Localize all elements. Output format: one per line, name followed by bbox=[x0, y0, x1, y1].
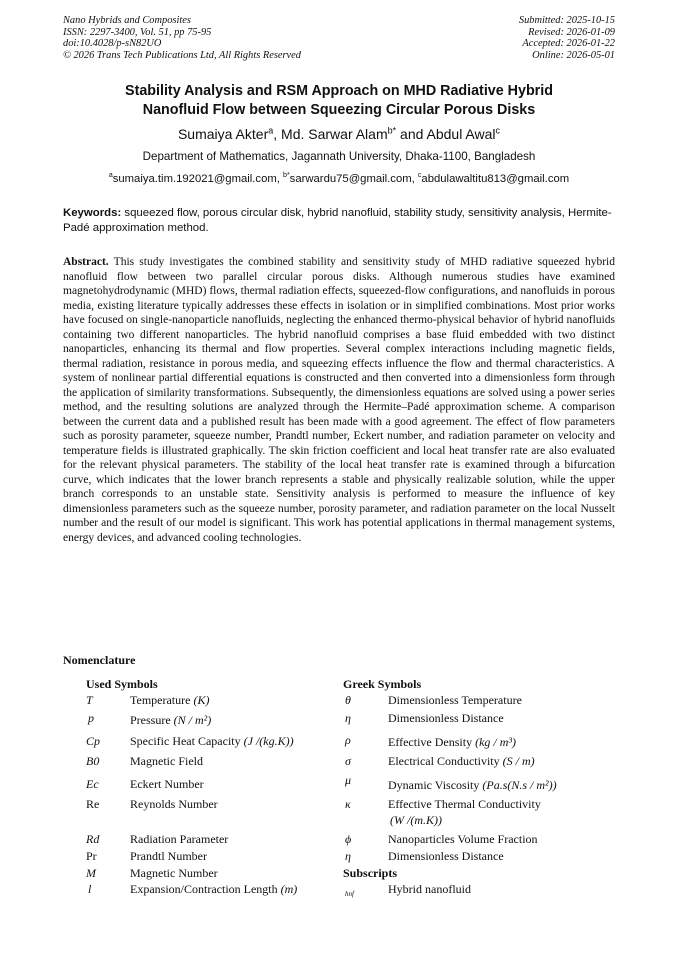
symbol-eta-2: η bbox=[345, 849, 351, 863]
abstract-section bbox=[63, 255, 615, 545]
symbol-cp: Cp bbox=[86, 734, 101, 748]
used-symbols-header: Used Symbols bbox=[86, 677, 158, 691]
desc-thermal-conductivity: Effective Thermal Conductivity bbox=[388, 797, 541, 811]
author-3: and Abdul Awal bbox=[396, 126, 496, 142]
symbol-b0: B0 bbox=[86, 754, 100, 768]
symbol-pr: Pr bbox=[86, 849, 97, 863]
desc-radiation: Radiation Parameter bbox=[130, 832, 229, 846]
submitted-date: Submitted: 2025-10-15 bbox=[518, 15, 615, 26]
author-emails bbox=[63, 172, 615, 186]
desc-viscosity: Dynamic Viscosity (Pa.s(N.s / m²)) bbox=[388, 778, 557, 792]
desc-prandtl: Prandtl Number bbox=[130, 849, 207, 863]
desc-pressure: Pressure (N / m²) bbox=[130, 713, 212, 727]
symbol-re: Re bbox=[86, 797, 100, 811]
unit-heat-capacity: (J /(kg.K)) bbox=[243, 734, 294, 748]
email-3-mark: c bbox=[417, 172, 422, 180]
desc-electrical-conductivity: Electrical Conductivity (S / m) bbox=[388, 754, 535, 768]
unit-thermal-conductivity: (W /(m.K)) bbox=[390, 813, 442, 827]
symbol-p: p bbox=[88, 711, 94, 725]
keywords-label: Keywords: bbox=[63, 207, 122, 219]
paper-title bbox=[63, 82, 615, 120]
unit-viscosity: (Pa.s(N.s / m²)) bbox=[482, 778, 557, 792]
symbol-phi: ϕ bbox=[345, 832, 352, 846]
online-date: Online: 2026-05-01 bbox=[532, 49, 615, 61]
journal-header-left bbox=[63, 15, 301, 61]
greek-symbols-header: Greek Symbols bbox=[343, 677, 422, 691]
desc-density: Effective Density (kg / m³) bbox=[388, 735, 517, 749]
symbol-rd: Rd bbox=[86, 832, 100, 846]
unit-temperature: (K) bbox=[193, 693, 210, 707]
journal-issn: ISSN: 2297-3400, Vol. 51, pp 75-95 bbox=[63, 26, 212, 38]
accepted-date: Accepted: 2026-01-22 bbox=[522, 38, 615, 50]
unit-length: (m) bbox=[280, 882, 298, 896]
email-1: sumaiya.tim.192021@gmail.com, bbox=[112, 173, 284, 185]
keywords-section bbox=[63, 206, 615, 235]
symbol-kappa: κ bbox=[345, 797, 351, 811]
symbol-sigma: σ bbox=[345, 754, 351, 768]
abstract-text: This study investigates the combined stability and sensitivity study of MHD radiative squeezed hybrid nanofluid flow between two parallel circular porous disks. Although numerous studies have examined magnetohydrodynamic (MHD) flows, thermal radiation effects, squeezed-flow configurations, and nanofluids in porous media, existing literature typically addresses these effects in isolation or in simplified combinations. Most prior works have focused on single-nanoparticle nanofluids, neglecting the enhanced thermo-physical behavior of hybrid nanofluids containing two different nanoparticles. The hybrid nanofluid comprises a base fluid embedded with two distinct nanoparticles, enhancing its thermal and flow properties. Several complex interactions including magnetic fields, thermal radiation, resistance in porous media, and squeezing effects influence the flow and thermal characteristics. A system of nonlinear partial differential equations is constructed and then converted into a dimensionless form through the application of similarity transformations. Subsequently, the dimensionless equations are solved using a power series method, and the resulting solutions are analyzed through the Hermite–Padé approximation scheme. A comparison between the current data and a published result has been made with a good agreement. The effect of flow parameters such as porosity parameter, squeeze number, Prandtl number, Eckert number, and radiation parameter on velocity and temperature fields is illustrated graphically. The skin friction coefficient and local heat transfer rate are also evaluated for the relevant physical parameters. The stability of the local heat transfer rate is examined through a bifurcation curve, which indicates that the lower branch represents a stable and physically realizable solution, while the upper branch corresponds to an unstable state. Sensitivity analysis is performed to measure the influence of key dimensionless parameters such as the squeeze number, porosity parameter, and radiation parameter on the local Nusselt number and the result of our model is significant. This work has potential applications in thermal management systems, energy devices, and advanced cooling technologies. bbox=[63, 256, 615, 544]
desc-dimensionless-distance-2: Dimensionless Distance bbox=[388, 849, 504, 863]
author-2-mark: b* bbox=[387, 125, 397, 136]
paper-title-line1: Stability Analysis and RSM Approach on MHD Radiative Hybrid bbox=[125, 83, 553, 99]
abstract-label: Abstract. bbox=[63, 256, 109, 268]
email-2: sarwardu75@gmail.com, bbox=[289, 173, 418, 185]
author-2: , Md. Sarwar Alam bbox=[273, 126, 388, 142]
desc-length: Expansion/Contraction Length (m) bbox=[130, 882, 298, 896]
paper-title-line2: Nanofluid Flow between Squeezing Circular Porous Disks bbox=[142, 102, 536, 118]
author-3-mark: c bbox=[495, 125, 501, 136]
journal-header-right bbox=[519, 15, 615, 61]
keywords-text: squeezed flow, porous circular disk, hybrid nanofluid, stability study, sensitivity analysis, Hermite-Padé approximation method. bbox=[63, 207, 612, 234]
symbol-hnf: hnf bbox=[345, 890, 354, 898]
symbol-ec: Ec bbox=[86, 777, 99, 791]
author-list bbox=[63, 125, 615, 143]
email-2-mark: b* bbox=[283, 172, 290, 180]
unit-pressure: (N / m²) bbox=[173, 713, 212, 727]
symbol-T: T bbox=[86, 693, 93, 707]
author-1: Sumaiya Akter bbox=[177, 126, 269, 142]
email-3: abdulawaltitu813@gmail.com bbox=[421, 173, 570, 185]
journal-name: Nano Hybrids and Composites bbox=[63, 15, 191, 26]
desc-eckert: Eckert Number bbox=[130, 777, 204, 791]
email-1-mark: a bbox=[108, 172, 113, 180]
symbol-mu: μ bbox=[345, 773, 352, 787]
desc-heat-capacity: Specific Heat Capacity (J /(kg.K)) bbox=[130, 734, 294, 748]
symbol-l: l bbox=[88, 882, 92, 896]
desc-magnetic-field: Magnetic Field bbox=[130, 754, 203, 768]
desc-reynolds: Reynolds Number bbox=[130, 797, 218, 811]
author-1-mark: a bbox=[268, 125, 274, 136]
journal-doi: doi:10.4028/p-sN82UO bbox=[63, 38, 162, 50]
desc-volume-fraction: Nanoparticles Volume Fraction bbox=[388, 832, 538, 846]
revised-date: Revised: 2026-01-09 bbox=[528, 26, 615, 38]
desc-dimensionless-temperature: Dimensionless Temperature bbox=[388, 693, 522, 707]
unit-density: (kg / m³) bbox=[475, 735, 517, 749]
subscripts-header: Subscripts bbox=[343, 866, 398, 880]
desc-temperature: Temperature (K) bbox=[130, 693, 210, 707]
unit-electrical-conductivity: (S / m) bbox=[502, 754, 535, 768]
copyright-notice: © 2026 Trans Tech Publications Ltd, All Rights Reserved bbox=[63, 49, 301, 61]
desc-hybrid-nanofluid: Hybrid nanofluid bbox=[388, 882, 471, 896]
symbol-rho: ρ bbox=[345, 733, 351, 747]
desc-dimensionless-distance: Dimensionless Distance bbox=[388, 711, 504, 725]
desc-magnetic-number: Magnetic Number bbox=[130, 866, 218, 880]
affiliation: Department of Mathematics, Jagannath University, Dhaka-1100, Bangladesh bbox=[142, 150, 536, 163]
symbol-eta: η bbox=[345, 711, 351, 725]
nomenclature-title: Nomenclature bbox=[63, 653, 136, 667]
symbol-m: M bbox=[86, 866, 96, 880]
symbol-theta: θ bbox=[345, 693, 351, 707]
